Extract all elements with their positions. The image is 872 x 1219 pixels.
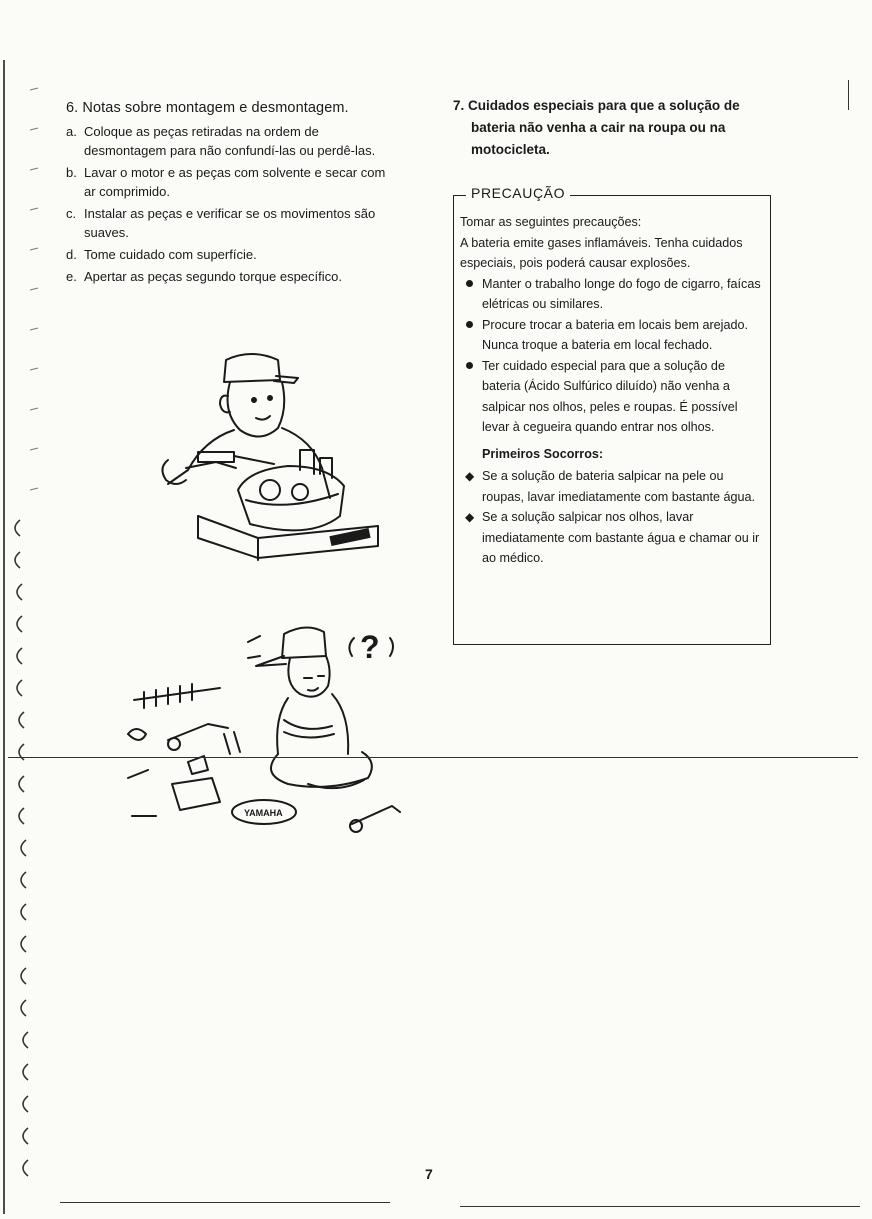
- list-item: [460, 356, 764, 438]
- section-6-heading: 6. Notas sobre montagem e desmontagem.: [66, 100, 349, 116]
- mechanic-drawing: [150, 340, 390, 570]
- confused-mechanic-illustration: [108, 612, 418, 842]
- item-text: Coloque as peças retiradas na ordem de desmontagem para não confundí-las ou perdê-las.: [84, 124, 376, 158]
- caution-box: [453, 185, 771, 645]
- list-item: [66, 267, 396, 286]
- item-marker: d.: [66, 247, 77, 262]
- right-edge-mark: [848, 80, 849, 110]
- item-text: Tome cuidado com superfície.: [84, 247, 257, 262]
- scan-horizontal-rule: [8, 757, 858, 758]
- item-marker: c.: [66, 206, 77, 221]
- assembly-notes-section: [66, 100, 396, 289]
- list-item: [460, 274, 764, 315]
- list-item: [66, 204, 396, 242]
- bullet-text: Ter cuidado especial para que a solução de bateria (Ácido Sulfúrico diluído) não venha a salpicar nos olhos, peles e roupas. É possível levar à cegueira quando entrar nos olhos.: [482, 358, 738, 434]
- first-aid-list: [460, 466, 764, 569]
- item-marker: a.: [66, 124, 77, 139]
- binding-ring-marks: [0, 0, 60, 1214]
- bottom-rule: [60, 1202, 390, 1203]
- caution-warning: A bateria emite gases inflamáveis. Tenha cuidados especiais, pois poderá causar explosões.: [460, 235, 743, 270]
- bottom-rule-right: [460, 1206, 860, 1207]
- bullet-dot-icon: [466, 362, 473, 369]
- diamond-bullet-icon: ◆: [465, 510, 475, 524]
- binding-holes: [0, 0, 60, 1214]
- diamond-bullet-icon: ◆: [465, 469, 475, 483]
- list-item: [66, 245, 396, 264]
- item-marker: e.: [66, 269, 77, 284]
- first-aid-text: Se a solução de bateria salpicar na pele ou roupas, lavar imediatamente com bastante água.: [482, 469, 756, 504]
- first-aid-text: Se a solução salpicar nos olhos, lavar imediatamente com bastante água e chamar ou ir ao médico.: [482, 510, 760, 565]
- list-item: [460, 315, 764, 356]
- first-aid-title: Primeiros Socorros:: [482, 446, 604, 461]
- bullet-dot-icon: [466, 280, 473, 287]
- list-item: [66, 163, 396, 201]
- battery-care-section: [453, 95, 785, 645]
- mechanic-working-illustration: [150, 340, 390, 570]
- question-mark-bubble: ?: [360, 629, 380, 665]
- page-number: 7: [425, 1166, 433, 1182]
- item-text: Apertar as peças segundo torque específico.: [84, 269, 342, 284]
- list-item: [460, 507, 764, 569]
- item-marker: b.: [66, 165, 77, 180]
- item-text: Instalar as peças e verificar se os movimentos são suaves.: [84, 206, 376, 240]
- assembly-notes-list: [66, 122, 396, 286]
- list-item: [66, 122, 396, 160]
- bullet-dot-icon: [466, 321, 473, 328]
- caution-intro: Tomar as seguintes precauções:: [460, 215, 642, 229]
- confused-mechanic-drawing: [108, 612, 418, 842]
- section-7-heading: 7. Cuidados especiais para que a solução de bateria não venha a cair na roupa ou na motocicleta.: [453, 98, 740, 157]
- yamaha-part-logo: YAMAHA: [244, 808, 283, 818]
- item-text: Lavar o motor e as peças com solvente e secar com ar comprimido.: [84, 165, 386, 199]
- bullet-text: Manter o trabalho longe do fogo de cigarro, faícas elétricas ou similares.: [482, 276, 761, 311]
- bullet-text: Procure trocar a bateria em locais bem arejado. Nunca troque a bateria em local fechado.: [482, 317, 748, 352]
- caution-label: PRECAUÇÃO: [466, 185, 570, 201]
- caution-bullets: [460, 274, 764, 438]
- list-item: [460, 466, 764, 507]
